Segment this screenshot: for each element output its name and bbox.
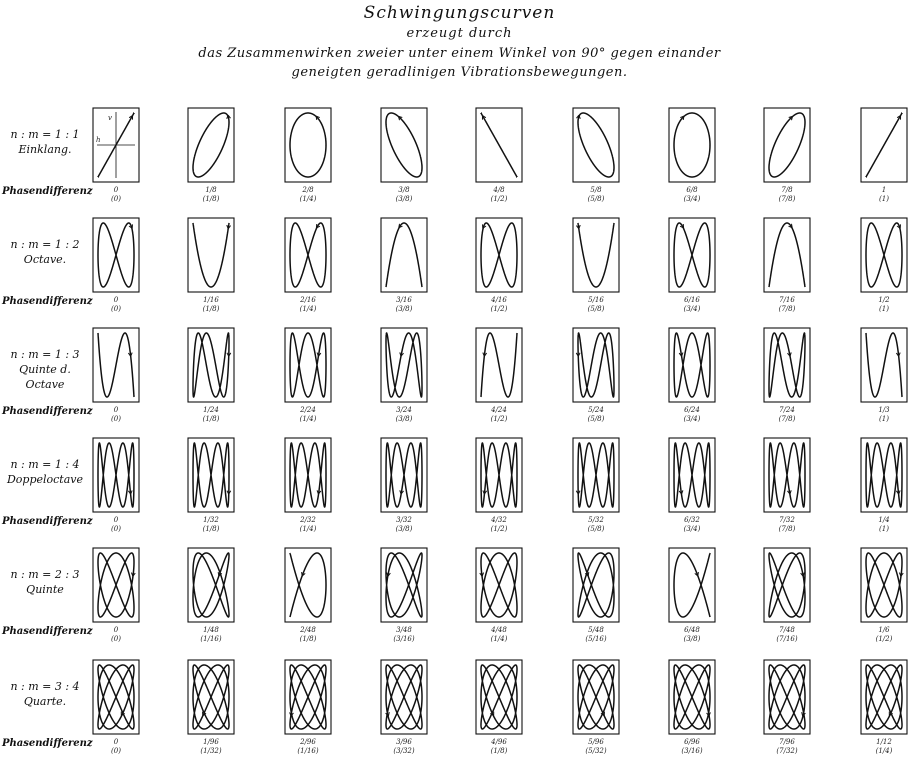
- phase-fraction: (1/2): [490, 195, 508, 203]
- figure-r2-c3: [285, 218, 331, 313]
- row-ratio: n : m = 2 : 3: [10, 568, 80, 581]
- phase-fraction: (1/32): [200, 747, 222, 755]
- figure-r1-c3: [285, 108, 331, 203]
- axis-label-h: h: [96, 136, 101, 144]
- phase-difference-label: Phasendifferenz: [2, 186, 93, 197]
- lissajous-curve: [386, 223, 422, 287]
- phase-fraction: (3/16): [393, 635, 415, 643]
- figure-r1-c7: [669, 108, 715, 203]
- figure-r6-c3: [285, 660, 331, 755]
- phase-value: 1/16: [203, 296, 219, 304]
- lissajous-curve: [769, 665, 805, 729]
- phase-value: 4/8: [493, 186, 505, 194]
- row-interval-name: Octave.: [23, 253, 67, 266]
- figure-r4-c2: [188, 438, 234, 533]
- phase-fraction: (1): [879, 525, 889, 533]
- phase-fraction: (0): [111, 415, 121, 423]
- row-ratio: n : m = 1 : 3: [10, 348, 80, 361]
- lissajous-curve: [674, 223, 710, 287]
- figure-r3-c3: [285, 328, 331, 423]
- lissajous-curve: [386, 333, 422, 397]
- phase-fraction: (0): [111, 305, 121, 313]
- phase-difference-label: Phasendifferenz: [2, 626, 93, 637]
- phase-fraction: (1/4): [299, 195, 317, 203]
- figure-frame: [764, 218, 810, 292]
- lissajous-curve: [290, 443, 326, 507]
- figure-r6-c4: [381, 660, 427, 755]
- phase-value: 5/48: [588, 626, 604, 634]
- lissajous-curve: [481, 223, 517, 287]
- phase-difference-label: Phasendifferenz: [2, 406, 93, 417]
- phase-fraction: (7/8): [778, 305, 796, 313]
- figure-r6-c7: [669, 660, 715, 755]
- figure-r2-c2: [188, 218, 234, 313]
- phase-value: 1/48: [203, 626, 219, 634]
- phase-fraction: (3/4): [683, 415, 701, 423]
- figure-r4-c6: [573, 438, 619, 533]
- phase-value: 2/16: [300, 296, 316, 304]
- phase-value: 0: [113, 296, 119, 304]
- lissajous-curve: [578, 223, 614, 287]
- phase-value: 1/32: [203, 516, 219, 524]
- figure-r3-c2: [188, 328, 234, 423]
- lissajous-curve: [98, 553, 134, 617]
- lissajous-curve: [98, 223, 134, 287]
- phase-value: 3/96: [396, 738, 412, 746]
- phase-fraction: (1): [879, 415, 889, 423]
- row-ratio: n : m = 3 : 4: [10, 680, 80, 693]
- phase-fraction: (1/4): [299, 415, 317, 423]
- figure-r3-c4: [381, 328, 427, 423]
- figure-r3-c6: [573, 328, 619, 423]
- row-interval-name: Einklang.: [18, 143, 72, 156]
- phase-value: 6/32: [684, 516, 700, 524]
- phase-value: 0: [113, 626, 119, 634]
- lissajous-curve: [193, 223, 229, 287]
- phase-value: 1/6: [878, 626, 890, 634]
- figure-frame: [573, 218, 619, 292]
- figure-frame: [188, 218, 234, 292]
- lissajous-curve: [98, 665, 134, 729]
- lissajous-curve: [290, 553, 326, 617]
- phase-value: 5/96: [588, 738, 604, 746]
- figure-r1-c8: [764, 108, 810, 203]
- phase-fraction: (3/4): [683, 525, 701, 533]
- phase-fraction: (1/4): [490, 635, 508, 643]
- phase-value: 5/16: [588, 296, 604, 304]
- phase-fraction: (7/32): [776, 747, 798, 755]
- phase-value: 2/24: [300, 406, 316, 414]
- figure-r6-c6: [573, 660, 619, 755]
- figure-r4-c8: [764, 438, 810, 533]
- phase-fraction: (7/8): [778, 525, 796, 533]
- lissajous-curve: [769, 443, 805, 507]
- phase-value: 6/8: [686, 186, 698, 194]
- figure-r3-c9: [861, 328, 907, 423]
- figure-frame: [573, 108, 619, 182]
- phase-value: 7/16: [779, 296, 795, 304]
- plate-title: Schwingungscurven: [363, 3, 556, 23]
- phase-value: 6/24: [684, 406, 700, 414]
- lissajous-curve: [578, 333, 614, 397]
- lissajous-curve: [578, 553, 614, 617]
- lissajous-curve: [674, 333, 710, 397]
- lissajous-curve: [290, 223, 326, 287]
- phase-value: 5/8: [590, 186, 602, 194]
- lissajous-curve: [674, 665, 710, 729]
- lissajous-curve: [290, 113, 326, 177]
- lissajous-curve: [866, 113, 902, 177]
- phase-fraction: (1/2): [490, 305, 508, 313]
- phase-fraction: (1/8): [202, 525, 220, 533]
- phase-fraction: (1/2): [490, 525, 508, 533]
- lissajous-curve: [290, 665, 326, 729]
- phase-difference-label: Phasendifferenz: [2, 296, 93, 307]
- phase-fraction: (1/16): [200, 635, 222, 643]
- phase-value: 1/3: [878, 406, 890, 414]
- figure-r1-c4: [381, 108, 427, 203]
- figure-r4-c3: [285, 438, 331, 533]
- figure-r3-c5: [476, 328, 522, 423]
- figure-r2-c9: [861, 218, 907, 313]
- lissajous-curve: [193, 113, 229, 177]
- figure-r5-c1: [93, 548, 139, 643]
- phase-value: 7/8: [781, 186, 793, 194]
- phase-value: 1/12: [876, 738, 892, 746]
- phase-value: 6/96: [684, 738, 700, 746]
- phase-value: 0: [113, 738, 119, 746]
- phase-difference-label: Phasendifferenz: [2, 516, 93, 527]
- row-interval-name: Quinte d. Octave: [19, 363, 71, 391]
- figure-r3-c7: [669, 328, 715, 423]
- phase-fraction: (7/8): [778, 415, 796, 423]
- phase-value: 6/16: [684, 296, 700, 304]
- phase-fraction: (1/8): [490, 747, 508, 755]
- lissajous-curve: [674, 553, 710, 617]
- phase-fraction: (3/16): [681, 747, 703, 755]
- figure-r3-c8: [764, 328, 810, 423]
- phase-fraction: (3/4): [683, 305, 701, 313]
- lissajous-curve: [193, 333, 229, 397]
- figure-r1-c2: [188, 108, 234, 203]
- phase-value: 4/32: [491, 516, 507, 524]
- figure-r5-c7: [669, 548, 715, 643]
- phase-fraction: (7/8): [778, 195, 796, 203]
- phase-value: 2/48: [300, 626, 316, 634]
- figure-r4-c7: [669, 438, 715, 533]
- phase-value: 4/16: [491, 296, 507, 304]
- lissajous-curve: [481, 553, 517, 617]
- figure-r6-c5: [476, 660, 522, 755]
- figure-r1-c1: [93, 108, 139, 203]
- phase-fraction: (3/8): [395, 195, 413, 203]
- figure-r1-c9: [861, 108, 907, 203]
- phase-value: 2/8: [302, 186, 314, 194]
- phase-value: 1/4: [878, 516, 890, 524]
- lissajous-curve: [481, 443, 517, 507]
- figure-r3-c1: [93, 328, 139, 423]
- lissajous-curve: [866, 443, 902, 507]
- figure-r2-c4: [381, 218, 427, 313]
- lissajous-curve: [769, 553, 805, 617]
- phase-value: 7/96: [779, 738, 795, 746]
- figure-frame: [381, 108, 427, 182]
- phase-fraction: (3/4): [683, 195, 701, 203]
- phase-value: 0: [113, 406, 119, 414]
- phase-value: 7/32: [779, 516, 795, 524]
- lissajous-curve: [866, 223, 902, 287]
- phase-fraction: (5/8): [587, 415, 605, 423]
- phase-fraction: (0): [111, 747, 121, 755]
- phase-fraction: (1/4): [875, 747, 893, 755]
- row-interval-name: Doppeloctave: [6, 473, 84, 486]
- phase-value: 5/32: [588, 516, 604, 524]
- lissajous-curve: [866, 333, 902, 397]
- phase-fraction: (3/8): [395, 525, 413, 533]
- phase-difference-label: Phasendifferenz: [2, 738, 93, 749]
- figure-r6-c1: [93, 660, 139, 755]
- figure-r5-c6: [573, 548, 619, 643]
- figure-r6-c9: [861, 660, 907, 755]
- figure-r2-c1: [93, 218, 139, 313]
- phase-fraction: (1/2): [490, 415, 508, 423]
- lissajous-curve: [193, 443, 229, 507]
- phase-value: 3/24: [396, 406, 412, 414]
- phase-value: 3/8: [398, 186, 410, 194]
- phase-fraction: (1/8): [299, 635, 317, 643]
- phase-value: 4/96: [491, 738, 507, 746]
- lissajous-curve: [674, 443, 710, 507]
- row-ratio: n : m = 1 : 4: [10, 458, 80, 471]
- lissajous-curve: [674, 113, 710, 177]
- figure-r6-c2: [188, 660, 234, 755]
- figure-r5-c8: [764, 548, 810, 643]
- plate-subtitle: erzeugt durch: [406, 26, 513, 41]
- lissajous-curve: [769, 333, 805, 397]
- phase-fraction: (0): [111, 195, 121, 203]
- lissajous-curve: [866, 665, 902, 729]
- figure-r2-c5: [476, 218, 522, 313]
- phase-fraction: (0): [111, 635, 121, 643]
- phase-fraction: (1/8): [202, 305, 220, 313]
- lissajous-curve: [769, 113, 805, 177]
- plate-description-line1: das Zusammenwirken zweier unter einem Winkel von 90° gegen einander: [198, 46, 721, 61]
- phase-fraction: (1): [879, 195, 889, 203]
- lissajous-curve: [386, 113, 422, 177]
- figure-frame: [669, 328, 715, 402]
- phase-fraction: (1): [879, 305, 889, 313]
- phase-value: 3/16: [396, 296, 412, 304]
- lissajous-curve: [578, 665, 614, 729]
- phase-fraction: (1/2): [875, 635, 893, 643]
- lissajous-curve: [578, 443, 614, 507]
- figure-r2-c7: [669, 218, 715, 313]
- lissajous-curve: [481, 333, 517, 397]
- figure-r5-c2: [188, 548, 234, 643]
- lissajous-curve: [578, 113, 614, 177]
- phase-value: 1/8: [205, 186, 217, 194]
- phase-value: 3/48: [396, 626, 412, 634]
- phase-fraction: (3/8): [395, 415, 413, 423]
- phase-fraction: (5/16): [585, 635, 607, 643]
- phase-fraction: (5/32): [585, 747, 607, 755]
- figure-r4-c9: [861, 438, 907, 533]
- phase-fraction: (5/8): [587, 305, 605, 313]
- phase-value: 1/96: [203, 738, 219, 746]
- lissajous-curve: [98, 333, 134, 397]
- plate-description-line2: geneigten geradlinigen Vibrationsbewegungen.: [291, 65, 628, 80]
- phase-value: 2/96: [300, 738, 316, 746]
- phase-fraction: (1/4): [299, 525, 317, 533]
- figure-r4-c1: [93, 438, 139, 533]
- phase-value: 3/32: [396, 516, 412, 524]
- phase-fraction: (0): [111, 525, 121, 533]
- phase-fraction: (3/32): [393, 747, 415, 755]
- phase-fraction: (1/16): [297, 747, 319, 755]
- phase-value: 1/24: [203, 406, 219, 414]
- lissajous-curve: [386, 553, 422, 617]
- axis-label-v: v: [108, 114, 112, 122]
- phase-value: 1: [881, 186, 887, 194]
- figure-r4-c4: [381, 438, 427, 533]
- lissajous-curve: [481, 665, 517, 729]
- lissajous-curve: [386, 443, 422, 507]
- phase-value: 4/48: [491, 626, 507, 634]
- figure-frame: [669, 108, 715, 182]
- figure-r5-c9: [861, 548, 907, 643]
- phase-fraction: (1/8): [202, 415, 220, 423]
- lissajous-curve: [98, 443, 134, 507]
- phase-value: 6/48: [684, 626, 700, 634]
- phase-value: 0: [113, 516, 119, 524]
- phase-fraction: (3/8): [395, 305, 413, 313]
- figure-r6-c8: [764, 660, 810, 755]
- figure-r1-c5: [476, 108, 522, 203]
- phase-fraction: (1/4): [299, 305, 317, 313]
- figure-r5-c4: [381, 548, 427, 643]
- figure-r1-c6: [573, 108, 619, 203]
- phase-value: 4/24: [491, 406, 507, 414]
- lissajous-curve: [193, 553, 229, 617]
- figure-frame: [285, 328, 331, 402]
- row-interval-name: Quinte: [26, 583, 64, 596]
- row-interval-name: Quarte.: [23, 695, 67, 708]
- figure-r2-c8: [764, 218, 810, 313]
- figure-r4-c5: [476, 438, 522, 533]
- lissajous-curve: [193, 665, 229, 729]
- figure-r5-c5: [476, 548, 522, 643]
- row-ratio: n : m = 1 : 2: [10, 238, 80, 251]
- phase-fraction: (5/8): [587, 525, 605, 533]
- figure-frame: [188, 108, 234, 182]
- phase-fraction: (5/8): [587, 195, 605, 203]
- phase-value: 7/48: [779, 626, 795, 634]
- phase-value: 2/32: [300, 516, 316, 524]
- phase-value: 7/24: [779, 406, 795, 414]
- figure-r5-c3: [285, 548, 331, 643]
- phase-value: 0: [113, 186, 119, 194]
- phase-fraction: (7/16): [776, 635, 798, 643]
- figure-frame: [764, 108, 810, 182]
- lissajous-curve: [290, 333, 326, 397]
- phase-value: 1/2: [878, 296, 890, 304]
- lissajous-curve: [769, 223, 805, 287]
- figure-frame: [285, 108, 331, 182]
- phase-fraction: (1/8): [202, 195, 220, 203]
- lissajous-curve: [386, 665, 422, 729]
- phase-value: 5/24: [588, 406, 604, 414]
- phase-fraction: (3/8): [683, 635, 701, 643]
- figure-frame: [381, 218, 427, 292]
- lissajous-curve: [481, 113, 517, 177]
- row-ratio: n : m = 1 : 1: [10, 128, 80, 141]
- figure-r2-c6: [573, 218, 619, 313]
- lissajous-curve: [866, 553, 902, 617]
